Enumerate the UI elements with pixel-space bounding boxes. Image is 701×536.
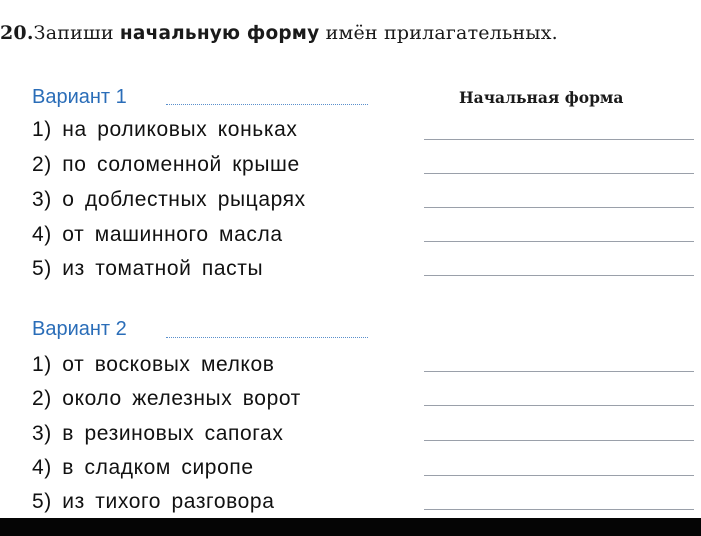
variant-1-item-4: 4) от машинного масла [32, 223, 283, 246]
variant-2-item-2: 2) около железных ворот [32, 387, 301, 410]
variant-1-item-5: 5) из томатной пасты [32, 257, 264, 280]
task-text-bold: начальную форму [119, 23, 320, 44]
task-number: 20. [0, 22, 34, 44]
variant-1-item-1: 1) на роликовых коньках [32, 118, 298, 141]
bottom-black-bar [0, 518, 701, 536]
variant-2-item-3: 3) в резиновых сапогах [32, 422, 284, 445]
variant-2-answer-line-1[interactable] [424, 371, 694, 372]
task-heading [0, 22, 558, 44]
variant-2-item-1: 1) от восковых мелков [32, 353, 275, 376]
variant-2-item-4: 4) в сладком сиропе [32, 456, 254, 479]
variant-2-answer-line-5[interactable] [424, 509, 694, 510]
task-text-after: имён прилагательных. [319, 22, 558, 44]
variant-1-item-2: 2) по соломенной крыше [32, 153, 300, 176]
variant-2-answer-line-3[interactable] [424, 440, 694, 441]
column-header: Начальная форма [459, 88, 624, 107]
variant-1-item-3: 3) о доблестных рыцарях [32, 188, 306, 211]
variant-1-answer-line-5[interactable] [424, 275, 694, 276]
variant-1-dotted-line [166, 104, 368, 105]
variant-1-answer-line-3[interactable] [424, 207, 694, 208]
variant-2-label: Вариант 2 [32, 318, 127, 340]
task-text-before: Запиши [33, 22, 120, 44]
variant-2-answer-line-2[interactable] [424, 405, 694, 406]
variant-1-answer-line-2[interactable] [424, 173, 694, 174]
variant-2-answer-line-4[interactable] [424, 475, 694, 476]
variant-1-label: Вариант 1 [32, 86, 127, 108]
variant-2-item-5: 5) из тихого разговора [32, 490, 275, 513]
variant-2-dotted-line [166, 337, 368, 338]
variant-1-answer-line-4[interactable] [424, 241, 694, 242]
variant-1-answer-line-1[interactable] [424, 139, 694, 140]
